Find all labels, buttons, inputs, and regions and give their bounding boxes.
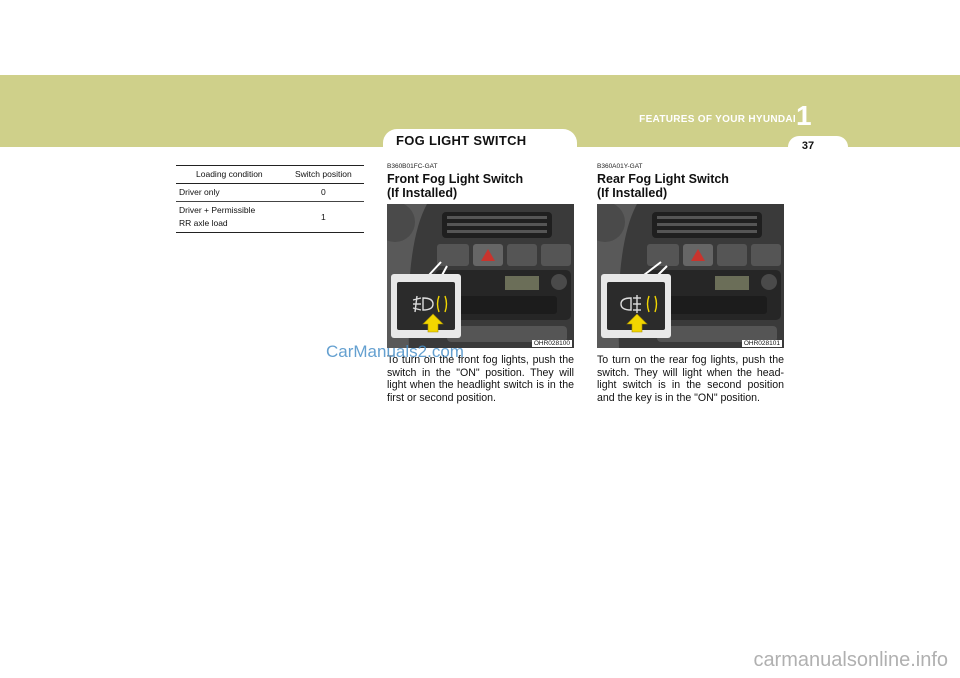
dashboard-illustration	[597, 204, 784, 348]
overlay-watermark[interactable]: CarManuals2.com	[326, 342, 464, 361]
chapter-title: FEATURES OF YOUR HYUNDAI	[639, 114, 796, 125]
rear-fog-switch-photo	[597, 204, 784, 348]
front-fog-body: To turn on the front fog lights, push the switch in the "ON" position. They will light when the headlight switch is in the first or second position.	[387, 354, 574, 404]
loading-condition-table	[176, 165, 364, 233]
front-fog-image-code: OHR028100	[533, 340, 570, 347]
table-header-loading-condition: Loading condition	[176, 166, 283, 184]
table-row	[176, 202, 364, 233]
loading-condition-cell: Driver only	[176, 184, 283, 202]
rear-fog-title: Rear Fog Light Switch (If Installed)	[597, 172, 729, 200]
switch-position-cell: 0	[283, 184, 364, 202]
dashboard-illustration	[387, 204, 574, 348]
front-fog-code: B360B01FC-GAT	[387, 163, 438, 170]
rear-fog-image-code: OHR028101	[743, 340, 780, 347]
table-row	[176, 184, 364, 202]
section-title: FOG LIGHT SWITCH	[396, 133, 527, 148]
page-number: 37	[801, 140, 815, 152]
rear-fog-code: B360A01Y-GAT	[597, 163, 643, 170]
front-fog-section	[387, 163, 574, 404]
table-header-switch-position: Switch position	[283, 166, 364, 184]
front-fog-switch-photo	[387, 204, 574, 348]
switch-position-cell: 1	[283, 202, 364, 233]
rear-fog-section	[597, 163, 784, 404]
loading-condition-cell: Driver + Permissible RR axle load	[176, 202, 283, 233]
front-fog-title: Front Fog Light Switch (If Installed)	[387, 172, 524, 200]
chapter-number: 1	[796, 100, 812, 131]
footer-watermark[interactable]: carmanualsonline.info	[753, 649, 948, 671]
rear-fog-body: To turn on the rear fog lights, push the switch. They will light when the head-light switch is in the second position and the key is in the "ON" position.	[597, 354, 784, 404]
